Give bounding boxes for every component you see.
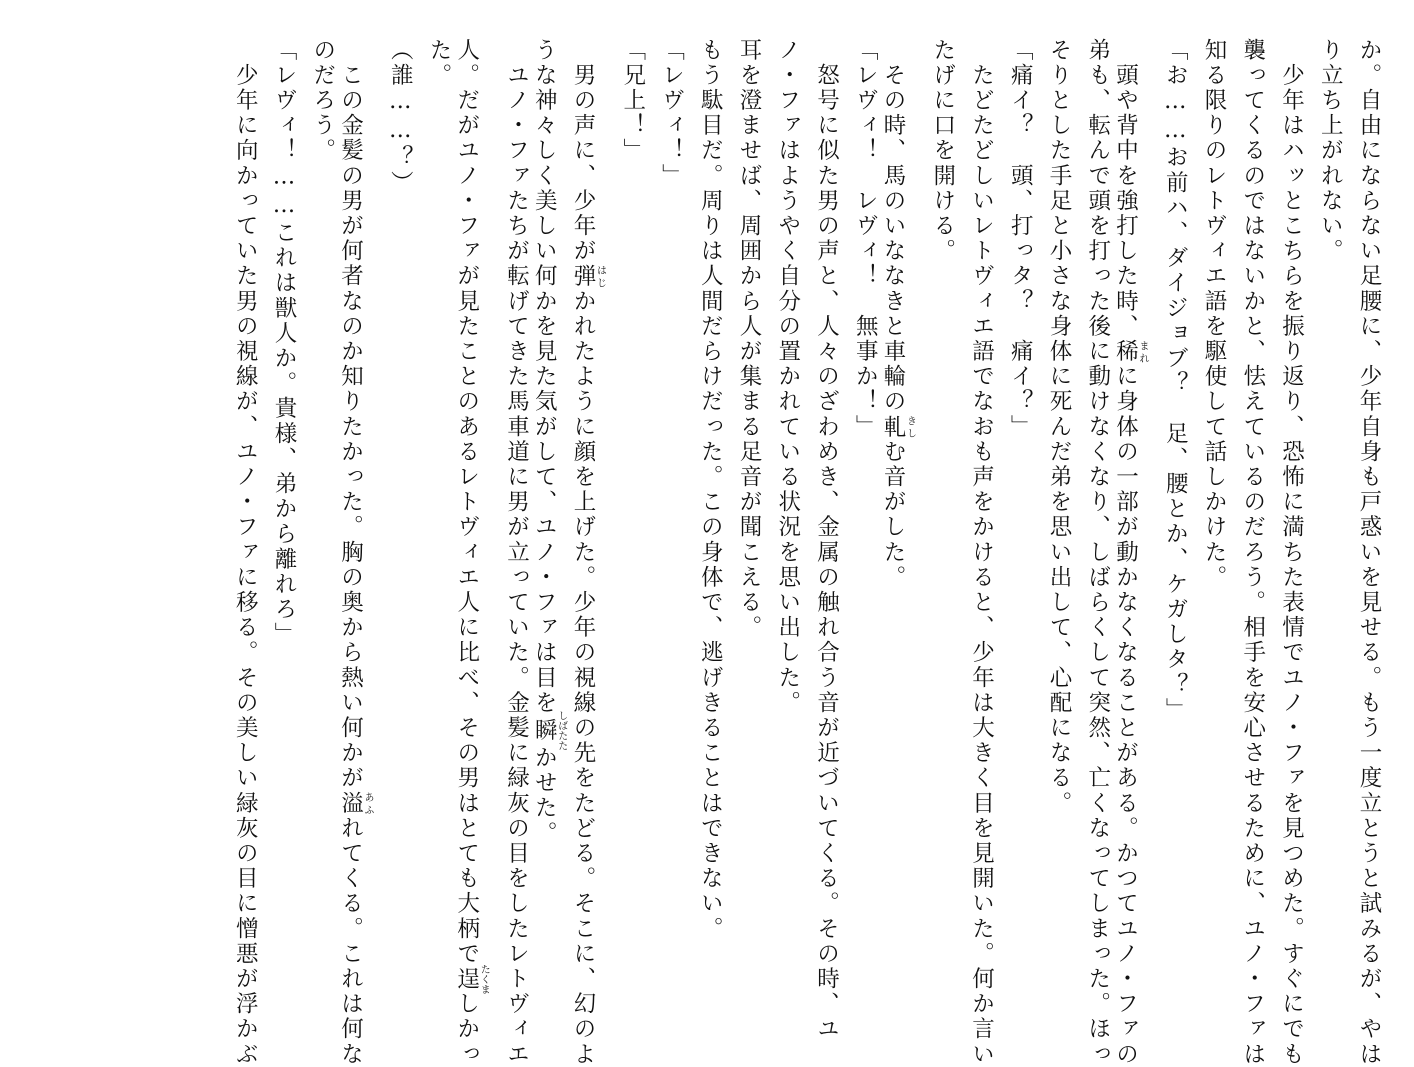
ruby-reading: あふ <box>362 791 373 817</box>
text-line: 「痛イ？ 頭、打っタ？ 痛イ？」 <box>1007 38 1034 440</box>
ruby-base: 軋 <box>880 414 906 440</box>
text-column <box>1197 38 1225 590</box>
text-column <box>337 38 373 1067</box>
text-line: 「お……お前ハ、ダイジョブ？ 足、腰とか、ケガしタ？」 <box>1162 38 1189 723</box>
text-line: 耳を澄ませば、周囲から人が集まる足音が聞こえる。 <box>736 38 762 641</box>
text-column <box>848 38 879 440</box>
text-line-before: うな神々しく美しい何かを見た気がして、ユノ・ファは目を <box>531 38 558 716</box>
text-line-before: その時、馬のいななきと車輪の <box>880 38 906 415</box>
ruby-annotation <box>1112 339 1148 365</box>
text-column <box>383 38 414 196</box>
text-line-after: む音がした。 <box>880 439 906 591</box>
text-line: たげに口を開ける。 <box>929 38 956 264</box>
text-column <box>771 38 799 716</box>
text-line-before: 人。だがユノ・ファが見たことのあるレトヴィエ人に比べ、その男はとても大柄で <box>453 38 480 967</box>
text-line-after: に身体の一部が動かなくなることがある。かつてユノ・ファの <box>1112 364 1139 1067</box>
text-column <box>965 38 993 1067</box>
ruby-base: 稀 <box>1112 339 1139 365</box>
text-line-before: 男の声に、少年が <box>570 38 596 264</box>
text-column <box>422 38 450 88</box>
text-line: （誰……？） <box>387 38 414 196</box>
text-line: 「レヴィ！ レヴィ！ 無事か！」 <box>852 38 879 440</box>
ruby-reading: たくま <box>478 964 490 995</box>
text-line: か。自由にならない足腰に、少年自身も戸惑いを見せる。もう一度立とうと試みるが、やは <box>1356 38 1382 1067</box>
text-column <box>1081 38 1109 1067</box>
text-line: 少年に向かっていた男の視線が、ユノ・ファに移る。その美しい緑灰の目に憎悪が浮かぶ <box>232 38 259 1067</box>
text-line-before: 頭や背中を強打した時、 <box>1112 38 1139 340</box>
ruby-reading: しばたた <box>555 710 567 751</box>
ruby-annotation <box>570 263 606 290</box>
text-column <box>1236 38 1264 1067</box>
text-line: 知る限りのレトヴィエ語を駆使して話しかけた。 <box>1201 38 1227 591</box>
text-line: 「兄上！」 <box>619 38 646 164</box>
text-column <box>1275 38 1303 1067</box>
text-column <box>1003 38 1034 440</box>
text-line: もう駄目だ。周りは人間だらけだった。この身体で、逃げきることはできない。 <box>697 38 724 942</box>
text-line: 「レヴィ！」 <box>658 38 685 189</box>
text-line: 「レヴィ！……これは獣人か。貴様、弟から離れろ」 <box>271 38 297 648</box>
text-line: 怒号に似た男の声と、人々のざわめき、金属の触れ合う音が近づいてくる。その時、ユ <box>813 38 840 1042</box>
text-line-before: この金髪の男が何者なのか知りたかった。胸の奥から熱い何かが <box>337 38 364 791</box>
text-line-after: かせた。 <box>531 745 558 847</box>
text-line: 少年はハッとこちらを振り返り、恐怖に満ちた表情でユノ・ファを見つめた。すぐにでも <box>1278 38 1305 1067</box>
text-line: のだろう。 <box>309 38 336 164</box>
text-column <box>1112 38 1148 1067</box>
text-column <box>810 38 838 1042</box>
text-column <box>267 38 295 647</box>
text-column <box>693 38 724 942</box>
text-column <box>1352 38 1380 1067</box>
ruby-base: 弾 <box>570 263 596 290</box>
ruby-annotation <box>453 964 490 995</box>
text-line: ノ・ファはようやく自分の置かれている状況を思い出した。 <box>774 38 801 716</box>
text-column <box>1313 38 1344 264</box>
text-line: ユノ・ファたちが転げてきた馬車道に男が立っていた。金髪に緑灰の目をしたレトヴィエ <box>503 38 530 1067</box>
text-line: たどたどしいレトヴィエ語でなおも声をかけると、少年は大きく目を見開いた。何か言い <box>968 38 995 1067</box>
text-column <box>306 38 334 164</box>
text-column <box>570 38 606 1067</box>
ruby-annotation <box>880 414 916 440</box>
text-column <box>453 38 490 1067</box>
ruby-base: 逞 <box>453 964 480 995</box>
text-column <box>1042 38 1070 816</box>
text-column <box>1158 38 1189 723</box>
ruby-base: 溢 <box>337 791 364 817</box>
text-line: 襲ってくるのではないかと、怯えているのだろう。相手を安心させるために、ユノ・ファは <box>1239 38 1266 1067</box>
text-column <box>880 38 916 591</box>
ruby-reading: まれ <box>1137 339 1148 365</box>
text-column <box>531 38 567 847</box>
ruby-base: 瞬 <box>531 710 558 751</box>
text-line-after: かれたように顔を上げた。少年の視線の先をたどる。そこに、幻のよ <box>570 289 596 1067</box>
text-column <box>500 38 528 1067</box>
ruby-annotation <box>531 710 567 751</box>
text-line: た。 <box>426 38 452 89</box>
text-line-after: れてくる。これは何な <box>337 816 364 1067</box>
text-line: そりとした手足と小さな身体に死んだ弟を思い出して、心配になる。 <box>1046 38 1072 817</box>
ruby-annotation <box>337 791 373 817</box>
text-column <box>616 38 644 164</box>
ruby-reading: きし <box>904 414 916 440</box>
text-line-after: しかっ <box>453 991 480 1067</box>
text-column <box>926 38 954 264</box>
text-line: 弟も、転んで頭を打った後に動けなくなり、しばらくして突然、亡くなってしまった。ほっ <box>1084 38 1111 1067</box>
text-column <box>228 38 259 1067</box>
text-line: り立ち上がれない。 <box>1317 38 1344 264</box>
ruby-reading: はじ <box>594 263 606 289</box>
text-column <box>732 38 760 640</box>
text-column <box>655 38 683 189</box>
